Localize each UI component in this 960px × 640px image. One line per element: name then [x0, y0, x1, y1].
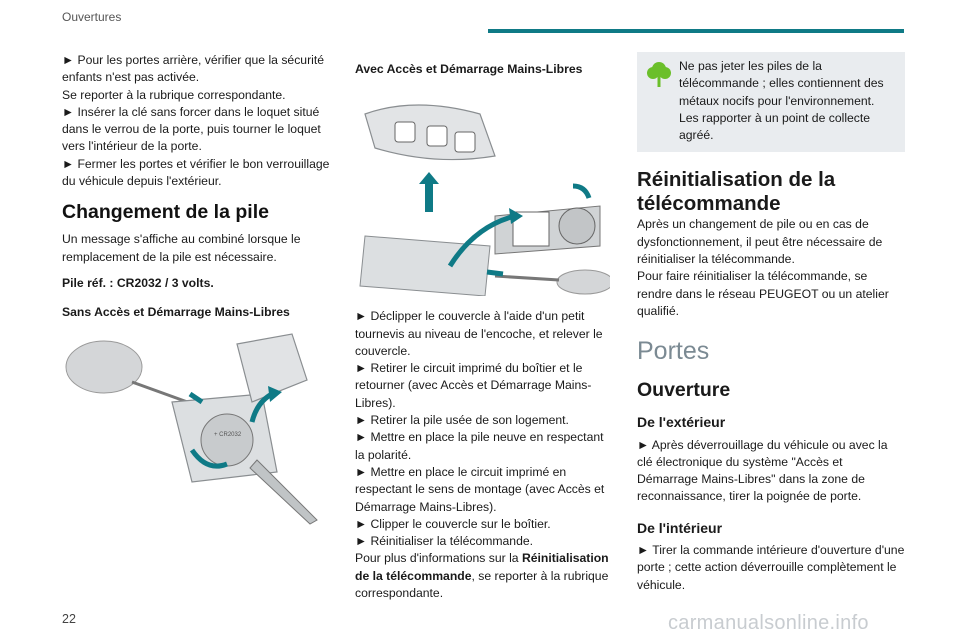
- cross-reference-text: Pour plus d'informations sur la: [355, 551, 522, 566]
- subsection-heading: De l'intérieur: [637, 519, 723, 536]
- header-accent-bar: [488, 29, 904, 33]
- column-left: [62, 52, 334, 532]
- environment-note-text: Ne pas jeter les piles de la télécommande ; elles contiennent des métaux nocifs pour l'environnement. Les rapporter à un point de collecte agréé.: [679, 59, 884, 143]
- section-heading: Changement de la pile: [62, 201, 269, 224]
- battery-label: + CR2032: [214, 431, 242, 438]
- subheading-with-keyless: Avec Accès et Démarrage Mains-Libres: [355, 62, 583, 76]
- paragraph: ► Après déverrouillage du véhicule ou avec la clé électronique du système "Accès et Démarrage Mains-Libres" dans la zone de reconnaissance, tirer la poignée de porte.: [637, 437, 888, 504]
- step-1: ► Déclipper le couvercle à l'aide d'un petit tournevis au niveau de l'encoche, et relever le couvercle.: [355, 309, 603, 358]
- paragraph: Se reporter à la rubrique correspondante.: [62, 87, 286, 102]
- column-right: [637, 52, 905, 594]
- subsection-heading: De l'extérieur: [637, 414, 726, 431]
- cross-reference: [355, 550, 610, 602]
- paragraph: Un message s'affiche au combiné lorsque le remplacement de la pile est nécessaire.: [62, 232, 301, 264]
- step-3: ► Retirer la pile usée de son logement.: [355, 413, 569, 428]
- section-header: Ouvertures: [62, 10, 122, 24]
- step-4: ► Mettre en place la pile neuve en respectant la polarité.: [355, 430, 604, 462]
- watermark: carmanualsonline.info: [668, 612, 869, 634]
- paragraph: ► Tirer la commande intérieure d'ouverture d'une porte ; cette action déverrouille complètement le véhicule.: [637, 543, 905, 592]
- step-6: ► Clipper le couvercle sur le boîtier.: [355, 516, 551, 531]
- environment-note: [637, 52, 905, 152]
- key-battery-illustration: [62, 332, 334, 532]
- cross-reference-link[interactable]: Réinitialisation de la télécommande: [355, 551, 609, 583]
- column-middle: [355, 52, 610, 602]
- section-heading: Réinitialisation de la télécommande: [637, 168, 836, 216]
- page-number: 22: [62, 612, 76, 626]
- tree-icon: [647, 60, 671, 93]
- step-5: ► Mettre en place le circuit imprimé en respectant le sens de montage (avec Accès et Démarrage Mains-Libres).: [355, 464, 605, 514]
- section-heading: Ouverture: [637, 379, 731, 402]
- paragraph: ► Pour les portes arrière, vérifier que la sécurité enfants n'est pas activée.: [62, 53, 325, 85]
- step-7: ► Réinitialiser la télécommande.: [355, 534, 534, 549]
- chapter-heading: Portes: [637, 337, 710, 366]
- step-2: ► Retirer le circuit imprimé du boîtier et le retourner (avec Accès et Démarrage Mains-Libres).: [355, 361, 592, 410]
- cross-reference-text: , se reporter à la rubrique correspondante.: [355, 568, 609, 601]
- subheading-without-keyless: Sans Accès et Démarrage Mains-Libres: [62, 305, 290, 320]
- paragraph: ► Fermer les portes et vérifier le bon verrouillage du véhicule depuis l'extérieur.: [62, 156, 330, 189]
- paragraph: ► Insérer la clé sans forcer dans le loquet situé dans le verrou de la porte, puis tourner le loquet vers l'intérieur de la porte.: [62, 104, 321, 154]
- keyless-remote-illustration: [355, 86, 610, 296]
- battery-reference: Pile réf. : CR2032 / 3 volts.: [62, 275, 214, 290]
- paragraph: Après un changement de pile ou en cas de dysfonctionnement, il peut être nécessaire de réinitialiser la télécommande.: [637, 217, 883, 267]
- paragraph: Pour faire réinitialiser la télécommande, se rendre dans le réseau PEUGEOT ou un atelier qualifié.: [637, 269, 889, 318]
